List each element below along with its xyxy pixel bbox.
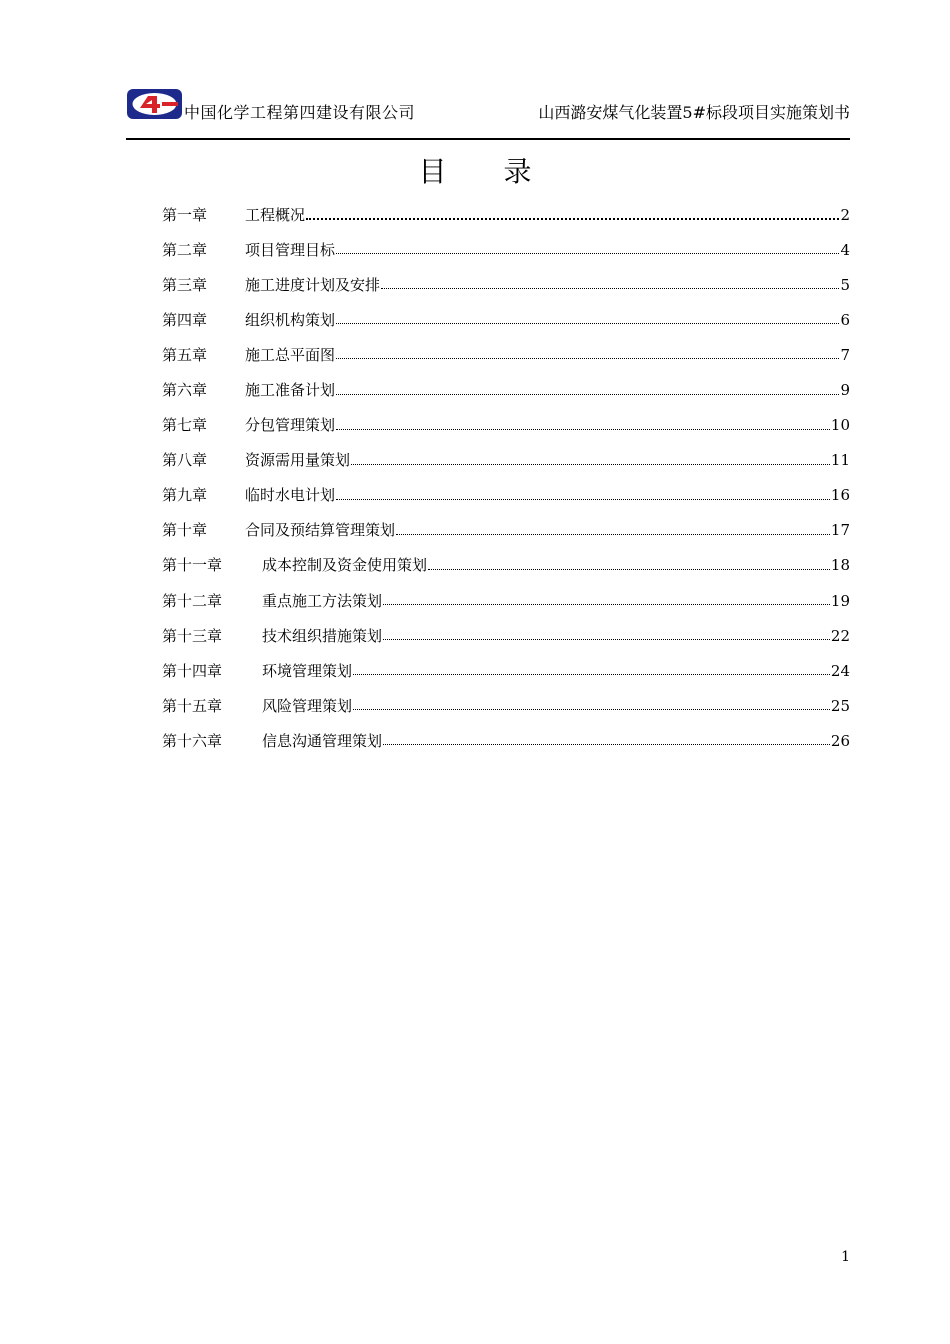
toc-entry-title: 临时水电计划	[245, 486, 336, 505]
toc-chapter: 第十三章	[162, 626, 223, 645]
toc-entry-title: 技术组织措施策划	[262, 626, 383, 645]
toc-page-number: 25	[830, 696, 850, 715]
toc-entry[interactable]	[162, 548, 850, 583]
dot-leader	[383, 744, 830, 745]
toc-entry-title: 施工总平面图	[245, 345, 336, 364]
toc-page-number: 22	[830, 626, 850, 645]
dot-leader	[336, 323, 839, 324]
toc-chapter: 第十六章	[162, 731, 223, 750]
toc-entry-title: 项目管理目标	[245, 240, 336, 259]
toc-entry-title: 信息沟通管理策划	[262, 731, 383, 750]
toc-entry[interactable]	[162, 408, 850, 443]
toc-title: 目 录	[418, 155, 556, 188]
toc-entry[interactable]	[162, 302, 850, 337]
table-of-contents	[162, 197, 850, 759]
toc-chapter: 第十一章	[162, 556, 223, 575]
toc-page-number: 6	[840, 310, 850, 329]
document-title: 山西潞安煤气化装置5#标段项目实施策划书	[538, 103, 850, 122]
dot-leader	[306, 218, 839, 220]
toc-chapter: 第一章	[162, 205, 208, 224]
toc-page-number: 16	[830, 486, 850, 505]
toc-page-number: 17	[830, 521, 850, 540]
toc-entry-title: 工程概况	[245, 205, 306, 224]
toc-entry[interactable]	[162, 618, 850, 653]
toc-page-number: 2	[840, 205, 850, 224]
toc-page-number: 10	[830, 416, 850, 435]
dot-leader	[351, 464, 830, 465]
toc-entry-title: 环境管理策划	[262, 661, 353, 680]
toc-chapter: 第十章	[162, 521, 208, 540]
toc-page-number: 11	[830, 451, 850, 470]
page-header	[126, 86, 850, 128]
toc-entry[interactable]	[162, 232, 850, 267]
toc-chapter: 第三章	[162, 275, 208, 294]
toc-entry[interactable]	[162, 197, 850, 232]
toc-entry[interactable]	[162, 583, 850, 618]
toc-entry-title: 施工准备计划	[245, 381, 336, 400]
toc-entry[interactable]	[162, 267, 850, 302]
toc-page-number: 26	[830, 731, 850, 750]
toc-page-number: 24	[830, 661, 850, 680]
toc-entry[interactable]	[162, 723, 850, 758]
toc-entry-title: 资源需用量策划	[245, 451, 351, 470]
toc-chapter: 第六章	[162, 381, 208, 400]
toc-entry-title: 成本控制及资金使用策划	[262, 556, 428, 575]
dot-leader	[336, 394, 839, 395]
toc-entry-title: 合同及预结算管理策划	[245, 521, 396, 540]
dot-leader	[336, 499, 830, 500]
toc-entry[interactable]	[162, 513, 850, 548]
toc-entry[interactable]	[162, 688, 850, 723]
dot-leader	[353, 709, 830, 710]
toc-chapter: 第八章	[162, 451, 208, 470]
toc-entry[interactable]	[162, 337, 850, 372]
dot-leader	[383, 604, 830, 605]
toc-entry[interactable]	[162, 372, 850, 407]
toc-entry-title: 风险管理策划	[262, 696, 353, 715]
toc-chapter: 第十五章	[162, 696, 223, 715]
toc-chapter: 第七章	[162, 416, 208, 435]
dot-leader	[336, 253, 839, 254]
toc-chapter: 第五章	[162, 345, 208, 364]
dot-leader	[428, 569, 830, 570]
company-name: 中国化学工程第四建设有限公司	[184, 103, 416, 122]
header-divider	[126, 138, 850, 140]
dot-leader	[336, 429, 830, 430]
page-number: 1	[841, 1249, 850, 1265]
toc-entry-title: 组织机构策划	[245, 310, 336, 329]
company-logo-icon	[126, 88, 183, 120]
toc-chapter: 第十四章	[162, 661, 223, 680]
toc-page-number: 18	[830, 556, 850, 575]
toc-entry-title: 施工进度计划及安排	[245, 275, 381, 294]
toc-page-number: 9	[840, 381, 850, 400]
toc-entry[interactable]	[162, 443, 850, 478]
toc-chapter: 第九章	[162, 486, 208, 505]
toc-entry[interactable]	[162, 478, 850, 513]
toc-page-number: 7	[840, 345, 850, 364]
dot-leader	[396, 534, 830, 535]
toc-page-number: 5	[840, 275, 850, 294]
dot-leader	[383, 639, 830, 640]
toc-page-number: 4	[840, 240, 850, 259]
toc-page-number: 19	[830, 591, 850, 610]
toc-entry[interactable]	[162, 653, 850, 688]
dot-leader	[381, 288, 839, 289]
toc-chapter: 第四章	[162, 310, 208, 329]
toc-entry-title: 重点施工方法策划	[262, 591, 383, 610]
toc-chapter: 第十二章	[162, 591, 223, 610]
dot-leader	[336, 358, 839, 359]
toc-entry-title: 分包管理策划	[245, 416, 336, 435]
toc-chapter: 第二章	[162, 240, 208, 259]
dot-leader	[353, 674, 830, 675]
